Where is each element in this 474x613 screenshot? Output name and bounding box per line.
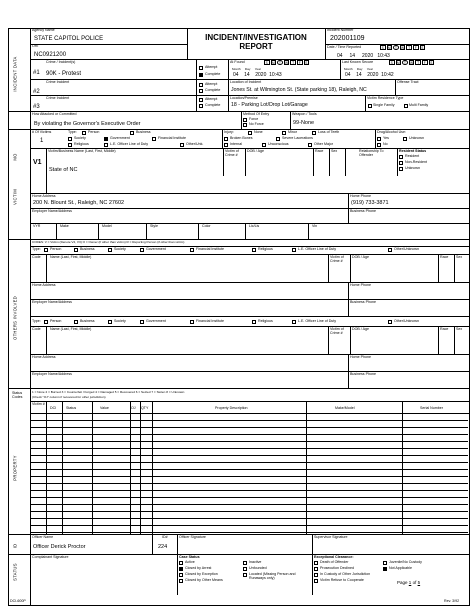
exc-juvenile-label: Juvenile/No Custody xyxy=(389,560,422,564)
exc-refuse-label: Victim Refuse to Cooperate xyxy=(320,578,364,582)
crime3-complete-checkbox[interactable] xyxy=(199,104,203,108)
others-type-label-item: Financial Institute xyxy=(196,319,224,323)
others-type-checkbox[interactable] xyxy=(108,248,112,252)
vehicle-vin-label: Vin xyxy=(312,224,318,228)
injury-minor-checkbox[interactable] xyxy=(282,131,286,135)
crime2-attempt-label: Attempt xyxy=(205,82,218,86)
exc-not-applicable-checkbox[interactable] xyxy=(383,567,387,571)
vehicle-make-label: Make xyxy=(60,224,69,228)
injury-minor-label: Minor xyxy=(288,130,297,134)
property-row xyxy=(30,427,468,428)
last-known-date: 04 14 2020 10:42 xyxy=(345,72,394,78)
victim-name-label: Victim/Business Name (Last, First, Middle) xyxy=(48,149,116,153)
victim-type-label: Type: xyxy=(68,130,77,134)
form-id: DCI-600P xyxy=(10,599,26,603)
injury-unconscious-checkbox[interactable] xyxy=(262,143,266,147)
crime3-attempt-checkbox[interactable] xyxy=(199,98,203,102)
victim-home-phone-value: (919) 733-3871 xyxy=(351,200,389,206)
others-type-label-item: Business xyxy=(80,319,95,323)
drug-alcohol-label: Drug/Alcohol Use: xyxy=(377,130,406,134)
others-dob-label: DOB / Age xyxy=(352,327,369,331)
others-sex-label: Sex xyxy=(456,327,463,331)
others-type-label-item: Business xyxy=(80,247,95,251)
page-indicator: Page 1 of 5 xyxy=(397,580,421,585)
others-code-label: Code xyxy=(32,255,41,259)
method-of-entry-label: Method Of Entry xyxy=(243,112,270,116)
case-status-exception-checkbox[interactable] xyxy=(179,573,183,577)
victim-type-society-label: Society xyxy=(74,136,86,140)
case-status-located-checkbox[interactable] xyxy=(243,573,247,577)
exc-death-checkbox[interactable] xyxy=(314,561,318,565)
exc-juvenile-checkbox[interactable] xyxy=(383,561,387,565)
at-found-label: At Found xyxy=(230,60,245,64)
ori-value: NC0921200 xyxy=(34,52,67,58)
exc-death-label: Death of Offender xyxy=(320,560,349,564)
exc-not-applicable-label: Not Applicable xyxy=(389,566,412,570)
day-of-week-box[interactable]: T xyxy=(278,61,281,65)
others-employer-label: Employer Name/Address xyxy=(32,372,72,376)
drug-yes-checkbox[interactable] xyxy=(377,137,381,141)
crime1-value: 90K - Protest xyxy=(46,71,82,77)
case-status-arrest-label: Closed by Arrest xyxy=(185,566,212,570)
day-of-week-box[interactable]: F xyxy=(414,46,417,50)
victim-type-other-label: Other/Unk. xyxy=(186,142,204,146)
incident-number-label: Incident Number xyxy=(327,28,354,32)
day-of-week-box[interactable]: S xyxy=(265,61,268,65)
others-type-checkbox[interactable] xyxy=(292,248,296,252)
drug-no-label: No xyxy=(383,142,388,146)
property-row xyxy=(30,483,468,484)
victim-type-business-label: Business xyxy=(136,130,151,134)
resident-unknown-label: Unknown xyxy=(405,166,420,170)
others-home-address-label: Home Address xyxy=(32,283,56,287)
exc-prosecution-label: Prosecution Declined xyxy=(320,566,354,570)
officer-signature-label: Officer Signature xyxy=(179,535,206,539)
single-family-label: Single Family xyxy=(373,103,395,107)
victim-type-government-label: Government xyxy=(110,136,130,140)
codes-legend: CODES: V = Victim (Denote V2, V3) O = Owner (if other than victim) R = Reporting Person (if other than victim) xyxy=(32,240,185,244)
non-resident-label: Non-Resident xyxy=(405,160,427,164)
property-row xyxy=(30,441,468,442)
agency-value: STATE CAPITOL POLICE xyxy=(34,36,104,42)
injury-bones-label: Broken Bones xyxy=(230,136,253,140)
property-value-col: Value xyxy=(100,406,109,410)
side-label-incident: INCIDENT DATA xyxy=(12,56,18,92)
day-of-week-box[interactable]: S xyxy=(421,46,424,50)
case-status-other-label: Closed by Other Means xyxy=(185,578,223,582)
relationship-label: Relationship To Offender xyxy=(359,149,384,157)
force-checkbox[interactable] xyxy=(243,118,247,122)
property-serial-col: Serial Number xyxy=(420,406,443,410)
others-type-checkbox[interactable] xyxy=(74,248,78,252)
side-label-property: PROPERTY xyxy=(12,455,18,481)
officer-id-value: 224 xyxy=(158,544,168,550)
injury-teeth-checkbox[interactable] xyxy=(312,131,316,135)
victim-name-value: State of NC xyxy=(49,167,78,173)
multi-family-checkbox[interactable] xyxy=(404,104,408,108)
others-home-phone-label: Home Phone xyxy=(350,355,371,359)
attempt-label: Attempt xyxy=(205,65,218,69)
others-type-label: Type: xyxy=(32,247,41,251)
others-type-checkbox[interactable] xyxy=(388,248,392,252)
day-of-week-box[interactable]: T xyxy=(292,61,295,65)
property-row xyxy=(30,504,468,505)
form-frame xyxy=(8,28,470,606)
others-home-address-label: Home Address xyxy=(32,355,56,359)
others-employer-label: Employer Name/Address xyxy=(32,300,72,304)
others-type-label: Type: xyxy=(32,319,41,323)
victim-type-business-checkbox[interactable] xyxy=(130,131,134,135)
injury-label: Injury: xyxy=(224,130,234,134)
incident-number-value: 202001109 xyxy=(330,35,365,42)
others-type-checkbox[interactable] xyxy=(388,320,392,324)
vehicle-year-label: VYR xyxy=(33,224,41,228)
case-status-exception-label: Closed by Exception xyxy=(185,572,218,576)
resident-status-label: Resident Status xyxy=(399,149,427,153)
victim-type-financial-label: Financial Institute xyxy=(158,136,186,140)
num-victims-value: 1 xyxy=(40,138,44,144)
crime1-number: #1 xyxy=(33,70,40,76)
victim-dob-label: DOB / Age xyxy=(247,149,264,153)
injury-internal-checkbox[interactable] xyxy=(224,143,228,147)
property-row xyxy=(30,448,468,449)
crime2-number: #2 xyxy=(33,89,40,95)
force-label: Force xyxy=(249,117,259,121)
others-type-checkbox[interactable] xyxy=(108,320,112,324)
others-victim-of-crime-label: Victim of Crime # xyxy=(330,327,344,335)
property-row xyxy=(30,455,468,456)
victim-home-address-label: Home Address xyxy=(32,194,56,198)
status-codes-label: Status Codes xyxy=(12,391,23,399)
victim-type-society-checkbox[interactable] xyxy=(68,137,72,141)
others-name-label: Name (Last, First, Middle) xyxy=(50,327,92,331)
resident-checkbox[interactable] xyxy=(399,155,403,159)
date-reported-label: Date / Time Reported xyxy=(327,45,362,49)
others-race-label: Race xyxy=(440,255,449,259)
day-of-week-box[interactable]: T xyxy=(403,61,406,65)
others-type-checkbox[interactable] xyxy=(252,248,256,252)
status-codes-line2: (Check "OJ" column if recovered for other jurisdiction) xyxy=(32,395,106,399)
victim-residence-label: Victim Residence Type xyxy=(367,96,404,100)
crime3-attempt-label: Attempt xyxy=(205,97,218,101)
others-type-checkbox[interactable] xyxy=(140,320,144,324)
premise-value: 18 - Parking Lot/Drop Lot/Garage xyxy=(231,102,308,108)
property-description-col: Property Description xyxy=(215,406,248,410)
no-force-checkbox[interactable] xyxy=(243,123,247,127)
others-dob-label: DOB / Age xyxy=(352,255,369,259)
reported-date: 04 14 2020 10:43 xyxy=(337,53,390,59)
premise-label: Location/Premise xyxy=(230,96,258,100)
victim-type-person-label: Person xyxy=(88,130,100,134)
injury-lacerations-label: Severe Lacerations xyxy=(282,136,313,140)
side-label-mo: MO xyxy=(12,153,18,161)
exc-custody-checkbox[interactable] xyxy=(314,573,318,577)
status-codes-line1: 1 = None 2 = Burned 3 = Counterfeit / Forged 4 = Damaged 5 = Recovered 6 = Seized 7 = Stolen 8 = Unknown xyxy=(32,390,185,394)
resident-unknown-checkbox[interactable] xyxy=(399,167,403,171)
victim-employer-label: Employer Name/Address xyxy=(32,209,72,213)
day-of-week-box[interactable]: W xyxy=(285,61,289,65)
victim-type-religious-label: Religious xyxy=(74,142,89,146)
drug-unknown-label: Unknown xyxy=(409,136,424,140)
property-row xyxy=(30,476,468,477)
others-type-label-item: Government xyxy=(146,247,166,251)
others-type-label-item: L.E. Officer Line of Duty xyxy=(298,247,337,251)
form-revision: Rev. 3/92 xyxy=(444,599,460,603)
exceptional-clearance-label: Exceptional Clearance: xyxy=(314,555,354,559)
side-label-status: STATUS xyxy=(12,563,18,581)
injury-other-checkbox[interactable] xyxy=(308,143,312,147)
case-status-active-label: Active xyxy=(185,560,195,564)
others-type-label-item: Person xyxy=(50,319,62,323)
no-force-label: No Force xyxy=(249,122,264,126)
injury-bones-checkbox[interactable] xyxy=(224,137,228,141)
property-make-col: Make/Model xyxy=(335,406,355,410)
day-of-week-box[interactable]: M xyxy=(272,61,275,65)
drug-no-checkbox[interactable] xyxy=(377,143,381,147)
last-date-labels: Month Day Year xyxy=(344,67,374,71)
multi-family-label: Multi Family xyxy=(409,103,429,107)
victim-type-financial-checkbox[interactable] xyxy=(152,137,156,141)
location-value: Jones St. at Wilmington St. (State parking 18), Raleigh, NC xyxy=(231,87,367,93)
side-label-victim: VICTIM xyxy=(12,189,18,205)
victim-number: V1 xyxy=(33,159,42,166)
property-header xyxy=(30,401,470,413)
others-type-label-item: Government xyxy=(146,319,166,323)
injury-none-checkbox[interactable] xyxy=(248,131,252,135)
how-attacked-value: By violating the Governor's Executive Order xyxy=(34,121,141,127)
single-family-checkbox[interactable] xyxy=(368,104,372,108)
form-title: INCIDENT/INVESTIGATION REPORT xyxy=(205,33,307,52)
others-business-phone-label: Business Phone xyxy=(350,372,376,376)
last-known-label: Last Known Secure xyxy=(342,60,374,64)
agency-label: Agency Name xyxy=(32,28,55,32)
occ-date-labels: Month Day Year xyxy=(232,67,262,71)
injury-lacerations-checkbox[interactable] xyxy=(276,137,280,141)
officer-name-value: Officer Derick Proctor xyxy=(33,544,86,550)
side-label-others: OTHERS INVOLVED xyxy=(12,296,18,340)
victim-type-officer-label: L.E. Officer Line of Duty xyxy=(110,142,149,146)
others-type-label-item: Person xyxy=(50,247,62,251)
vehicle-lic-label: Lic/Lis xyxy=(249,224,260,228)
day-of-week-box[interactable]: S xyxy=(381,46,384,50)
property-row xyxy=(30,511,468,512)
officer-id-label: ID# xyxy=(162,535,168,539)
case-status-located-label: Located (Missing Person and Runaways only) xyxy=(249,572,296,580)
crime2-label: Crime Incident xyxy=(46,80,70,84)
victim-type-religious-checkbox[interactable] xyxy=(68,143,72,147)
property-status-col: Status xyxy=(66,406,77,410)
injury-teeth-label: Loss of Teeth xyxy=(318,130,340,134)
offense-tract-label: Offense Tract xyxy=(397,80,419,84)
others-business-phone-label: Business Phone xyxy=(350,300,376,304)
location-label: Location of Incident xyxy=(230,80,262,84)
others-type-checkbox[interactable] xyxy=(140,248,144,252)
property-row xyxy=(30,532,468,533)
officer-name-label: Officer Name xyxy=(32,535,54,539)
property-row xyxy=(30,490,468,491)
complainant-signature-label: Complainant Signature xyxy=(32,555,69,559)
others-type-checkbox[interactable] xyxy=(190,320,194,324)
others-type-label-item: Society xyxy=(114,247,126,251)
others-type-checkbox[interactable] xyxy=(292,320,296,324)
others-type-label-item: Other/Unknown xyxy=(394,319,419,323)
supervisor-signature-label: Supervisor Signature xyxy=(314,535,348,539)
victim-type-government-checkbox[interactable] xyxy=(104,137,108,141)
victim-type-person-checkbox[interactable] xyxy=(82,131,86,135)
property-oj-col: OJ xyxy=(131,406,136,410)
occurred-date: 04 14 2020 10:43 xyxy=(233,72,282,78)
day-of-week-box[interactable]: F xyxy=(298,61,301,65)
weapon-label: Weapon / Tools xyxy=(292,112,317,116)
others-type-checkbox[interactable] xyxy=(252,320,256,324)
day-of-week-box[interactable]: T xyxy=(417,61,420,65)
day-of-week-box[interactable]: W xyxy=(410,61,414,65)
how-attacked-label: How Attacked or Committed xyxy=(32,112,77,116)
complete-label: Complete xyxy=(205,72,221,76)
vehicle-model-label: Model xyxy=(102,224,112,228)
others-code-label: Code xyxy=(32,327,41,331)
others-name-label: Name (Last, First, Middle) xyxy=(50,255,92,259)
victim-of-crime-label: Victim of Crime # xyxy=(225,149,239,157)
vehicle-style-label: Style xyxy=(150,224,158,228)
crime3-label: Crime Incident xyxy=(46,96,70,100)
crime3-complete-label: Complete xyxy=(205,103,221,107)
property-victim-col: Victim # xyxy=(32,402,45,406)
others-type-checkbox[interactable] xyxy=(190,248,194,252)
case-status-label: Case Status xyxy=(179,555,200,559)
others-type-label-item: L.E. Officer Line of Duty xyxy=(298,319,337,323)
others-type-label-item: Financial Institute xyxy=(196,247,224,251)
others-type-label-item: Society xyxy=(114,319,126,323)
exc-custody-label: In Custody of Other Jurisdiction xyxy=(320,572,371,576)
property-row xyxy=(30,420,468,421)
day-of-week-box[interactable]: F xyxy=(423,61,426,65)
injury-other-label: Other Major xyxy=(314,142,333,146)
weapon-value: 99-None xyxy=(293,120,315,126)
crime2-complete-checkbox[interactable] xyxy=(199,89,203,93)
property-qty-col: QTY xyxy=(141,406,149,410)
others-type-checkbox[interactable] xyxy=(44,248,48,252)
case-status-active-checkbox[interactable] xyxy=(179,561,183,565)
others-race-label: Race xyxy=(440,327,449,331)
exc-prosecution-checkbox[interactable] xyxy=(314,567,318,571)
crime1-label: Crime / Incident(s) xyxy=(46,60,76,64)
drug-yes-label: Yes xyxy=(383,136,389,140)
property-row xyxy=(30,462,468,463)
property-row xyxy=(30,518,468,519)
day-of-week-box[interactable]: T xyxy=(394,46,397,50)
day-of-week-box[interactable]: M xyxy=(388,46,391,50)
resident-label: Resident xyxy=(405,154,420,158)
victim-type-officer-checkbox[interactable] xyxy=(104,143,108,147)
property-row xyxy=(30,434,468,435)
case-status-inactive-label: Inactive xyxy=(249,560,262,564)
others-type-checkbox[interactable] xyxy=(74,320,78,324)
injury-unconscious-label: Unconscious xyxy=(268,142,289,146)
victim-home-address-value: 200 N. Blount St., Raleigh, NC 27602 xyxy=(33,200,125,206)
crime3-number: #3 xyxy=(33,104,40,110)
others-type-label-item: Religious xyxy=(258,319,273,323)
day-of-week-box[interactable]: T xyxy=(408,46,411,50)
property-row xyxy=(30,469,468,470)
side-label-id: ID xyxy=(12,543,18,549)
others-block-2 xyxy=(30,318,470,388)
injury-none-label: None xyxy=(254,130,263,134)
others-victim-of-crime-label: Victim of Crime # xyxy=(330,255,344,263)
crime1-attempt-checkbox[interactable] xyxy=(199,66,203,70)
case-status-unfounded-checkbox[interactable] xyxy=(243,567,247,571)
day-of-week-box[interactable]: S xyxy=(305,61,308,65)
day-of-week-box[interactable]: S xyxy=(390,61,393,65)
others-block-1 xyxy=(30,246,470,316)
property-row xyxy=(30,497,468,498)
victim-business-phone-label: Business Phone xyxy=(350,209,376,213)
day-of-week-box[interactable]: M xyxy=(397,61,400,65)
victim-type-other-checkbox[interactable] xyxy=(180,143,184,147)
others-type-label-item: Other/Unknown xyxy=(394,247,419,251)
case-status-other-checkbox[interactable] xyxy=(179,579,183,583)
property-dci-col: DCI xyxy=(50,406,57,410)
case-status-unfounded-label: Unfounded xyxy=(249,566,267,570)
injury-internal-label: Internal xyxy=(230,142,242,146)
crime2-attempt-checkbox[interactable] xyxy=(199,83,203,87)
victim-home-phone-label: Home Phone xyxy=(350,194,371,198)
others-home-phone-label: Home Phone xyxy=(350,283,371,287)
exc-refuse-checkbox[interactable] xyxy=(314,579,318,583)
non-resident-checkbox[interactable] xyxy=(399,161,403,165)
case-status-inactive-checkbox[interactable] xyxy=(243,561,247,565)
case-status-arrest-checkbox[interactable] xyxy=(179,567,183,571)
crime1-complete-checkbox[interactable] xyxy=(199,73,203,77)
victim-race-label: Race xyxy=(315,149,324,153)
num-victims-label: # Of Victims xyxy=(32,130,52,134)
property-row xyxy=(30,525,468,526)
day-of-week-box[interactable]: S xyxy=(430,61,433,65)
vehicle-color-label: Color xyxy=(202,224,211,228)
others-sex-label: Sex xyxy=(456,255,463,259)
ori-label: ORI xyxy=(32,44,39,48)
drug-unknown-checkbox[interactable] xyxy=(403,137,407,141)
others-type-checkbox[interactable] xyxy=(44,320,48,324)
others-type-label-item: Religious xyxy=(258,247,273,251)
vehicle-row xyxy=(30,223,470,239)
victim-sex-label: Sex xyxy=(331,149,338,153)
crime2-complete-label: Complete xyxy=(205,88,221,92)
day-of-week-box[interactable]: W xyxy=(401,46,405,50)
